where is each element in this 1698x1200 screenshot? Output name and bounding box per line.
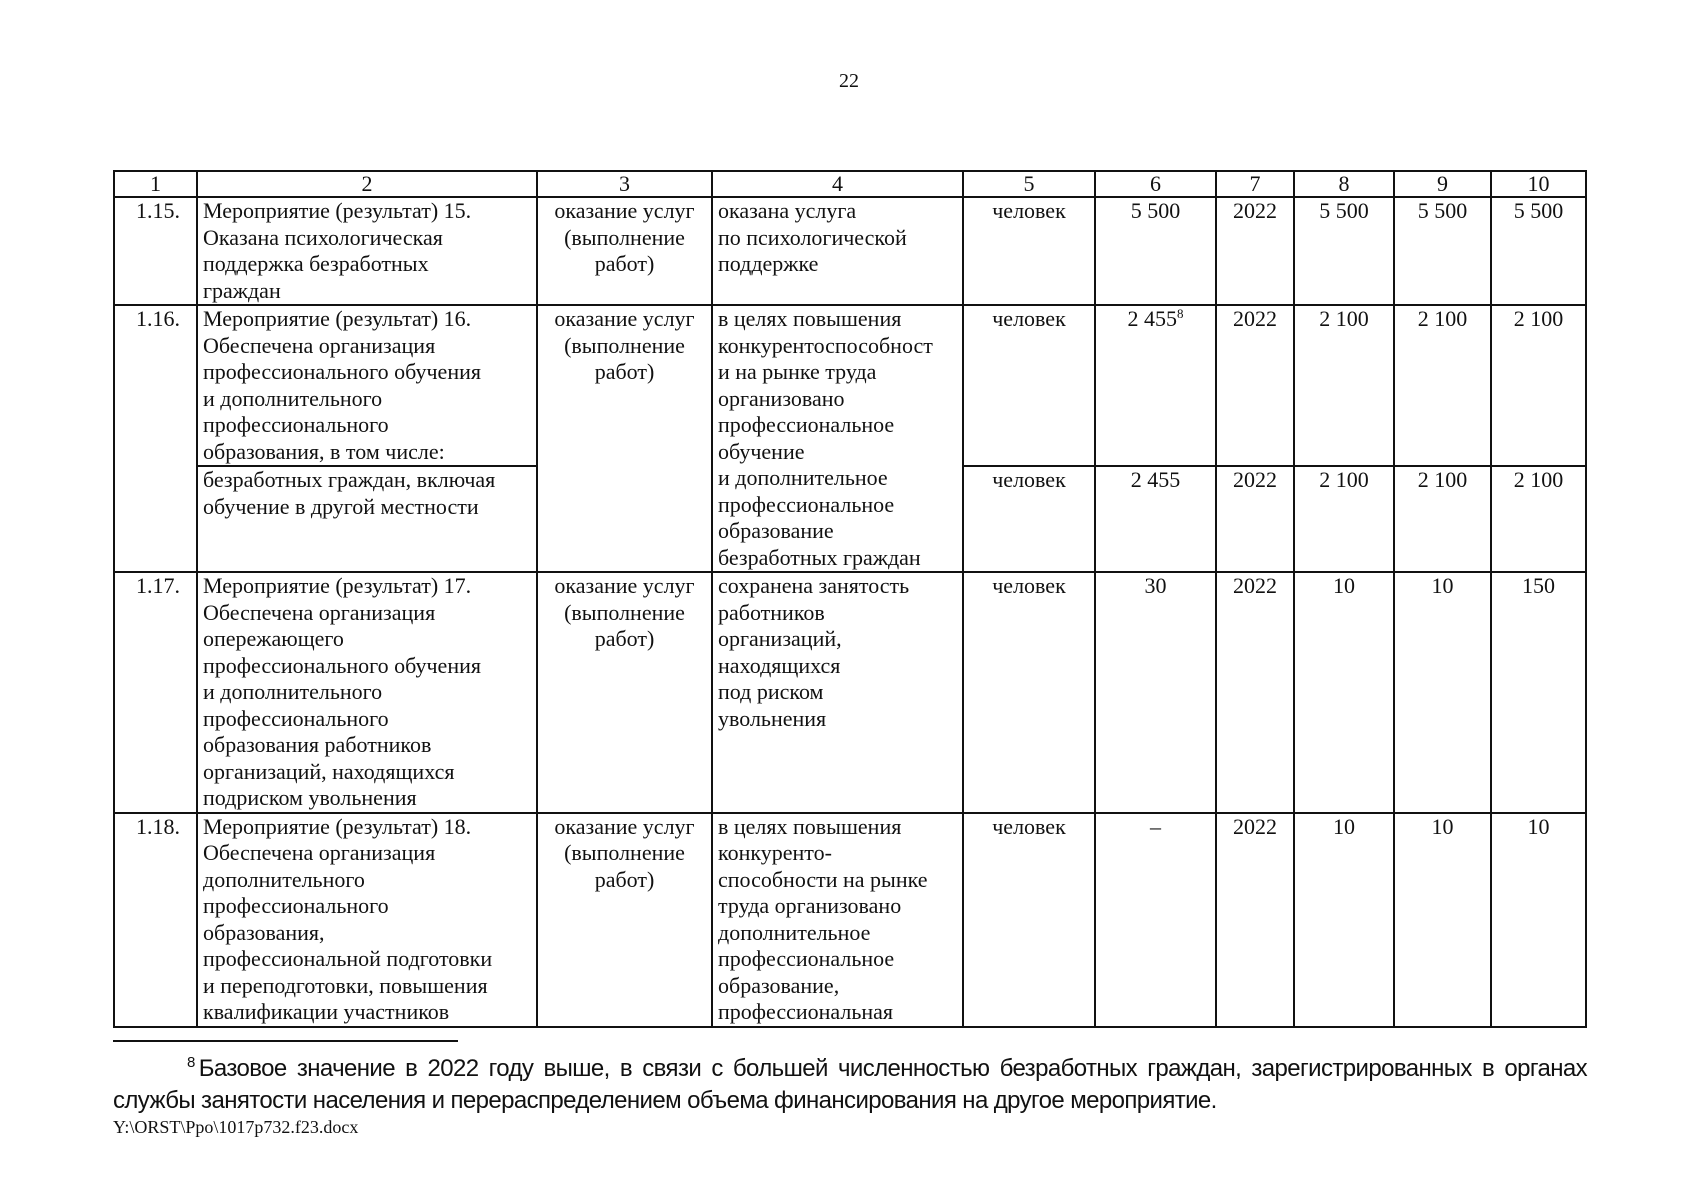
header-cell: 3 — [537, 171, 712, 197]
header-cell: 8 — [1294, 171, 1394, 197]
footnote-mark: 8 — [187, 1054, 195, 1071]
event-cell: Мероприятие (результат) 17. Обеспечена организация опережающего профессионального обучения и дополнительного профессионального образования работников организаций, находящихся подриском увольнения — [197, 572, 537, 813]
unit-cell: человек — [963, 572, 1095, 813]
year3-value-cell: 5 500 — [1491, 197, 1586, 305]
indicators-table — [113, 170, 1587, 1028]
base-value-cell: 2 455 — [1095, 466, 1216, 572]
table-row — [114, 572, 1586, 813]
base-year-cell: 2022 — [1216, 305, 1294, 466]
row-number: 1.15. — [114, 197, 197, 305]
event-cell: безработных граждан, включая обучение в другой местности — [197, 466, 537, 572]
type-cell: оказание услуг (выполнение работ) — [537, 572, 712, 813]
result-cell: в целях повышения конкурентоспособност и на рынке труда организовано профессиональное обучение и дополнительное профессиональное образование безработных граждан — [712, 305, 963, 572]
base-value-cell: 5 500 — [1095, 197, 1216, 305]
year1-value-cell: 10 — [1294, 572, 1394, 813]
year1-value-cell: 2 100 — [1294, 466, 1394, 572]
type-cell: оказание услуг (выполнение работ) — [537, 813, 712, 1027]
result-cell: оказана услуга по психологической поддержке — [712, 197, 963, 305]
result-cell: в целях повышения конкуренто- способности на рынке труда организовано дополнительное профессиональное образование, профессиональная — [712, 813, 963, 1027]
header-cell: 10 — [1491, 171, 1586, 197]
year1-value-cell: 5 500 — [1294, 197, 1394, 305]
table-row — [114, 197, 1586, 305]
table-row — [114, 813, 1586, 1027]
base-year-cell: 2022 — [1216, 466, 1294, 572]
table-row — [114, 305, 1586, 466]
type-cell: оказание услуг (выполнение работ) — [537, 305, 712, 572]
year3-value-cell: 10 — [1491, 813, 1586, 1027]
unit-cell: человек — [963, 466, 1095, 572]
footnote — [113, 1053, 1587, 1117]
year2-value-cell: 10 — [1394, 572, 1491, 813]
year2-value-cell: 5 500 — [1394, 197, 1491, 305]
footnote-ref: 8 — [1177, 306, 1184, 321]
header-cell: 9 — [1394, 171, 1491, 197]
event-cell: Мероприятие (результат) 15. Оказана психологическая поддержка безработных граждан — [197, 197, 537, 305]
type-cell: оказание услуг (выполнение работ) — [537, 197, 712, 305]
year1-value-cell: 2 100 — [1294, 305, 1394, 466]
unit-cell: человек — [963, 305, 1095, 466]
event-cell: Мероприятие (результат) 18. Обеспечена организация дополнительного профессионального образования, профессиональной подготовки и переподготовки, повышения квалификации участников — [197, 813, 537, 1027]
base-value-cell — [1095, 305, 1216, 466]
header-cell: 1 — [114, 171, 197, 197]
header-cell: 6 — [1095, 171, 1216, 197]
result-cell: сохранена занятость работников организаций, находящихся под риском увольнения — [712, 572, 963, 813]
event-cell: Мероприятие (результат) 16. Обеспечена организация профессионального обучения и дополнительного профессионального образования, в том числе: — [197, 305, 537, 466]
base-value-cell: 30 — [1095, 572, 1216, 813]
footnote-text: Базовое значение в 2022 году выше, в связи с большей численностью безработных граждан, зарегистрированных в органах службы занятости населения и перераспределением объема финансирования на другое мероприятие. — [113, 1055, 1587, 1114]
unit-cell: человек — [963, 813, 1095, 1027]
footnote-separator — [113, 1040, 458, 1042]
base-year-cell: 2022 — [1216, 572, 1294, 813]
base-year-cell: 2022 — [1216, 197, 1294, 305]
year3-value-cell: 150 — [1491, 572, 1586, 813]
year1-value-cell: 10 — [1294, 813, 1394, 1027]
page-number: 22 — [839, 70, 859, 92]
year2-value-cell: 2 100 — [1394, 466, 1491, 572]
row-number: 1.17. — [114, 572, 197, 813]
year2-value-cell: 2 100 — [1394, 305, 1491, 466]
base-value-cell: – — [1095, 813, 1216, 1027]
header-cell: 2 — [197, 171, 537, 197]
row-number: 1.18. — [114, 813, 197, 1027]
base-year-cell: 2022 — [1216, 813, 1294, 1027]
year3-value-cell: 2 100 — [1491, 466, 1586, 572]
table-header-row — [114, 171, 1586, 197]
file-path: Y:\ORST\Ppo\1017p732.f23.docx — [113, 1117, 359, 1137]
header-cell: 5 — [963, 171, 1095, 197]
row-number: 1.16. — [114, 305, 197, 572]
year2-value-cell: 10 — [1394, 813, 1491, 1027]
year3-value-cell: 2 100 — [1491, 305, 1586, 466]
header-cell: 7 — [1216, 171, 1294, 197]
unit-cell: человек — [963, 197, 1095, 305]
header-cell: 4 — [712, 171, 963, 197]
base-value: 2 455 — [1127, 306, 1177, 331]
